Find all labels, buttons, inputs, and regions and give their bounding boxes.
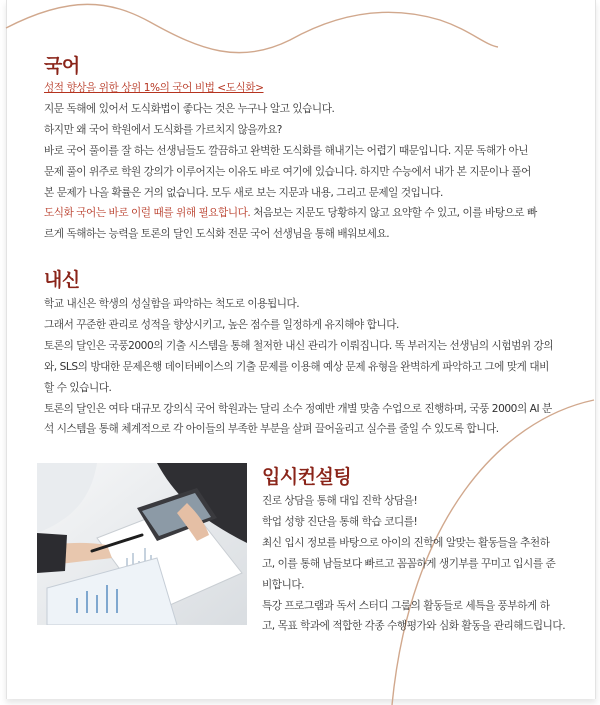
naesin-section-text <box>44 294 553 440</box>
naesin-line-3: 토론의 달인은 국풍2000의 기출 시스템을 통해 철저한 내신 관리가 이뤄집니다. 똑 부러지는 선생님의 시험범위 강의 <box>44 339 554 352</box>
naesin-line-7: 석 시스템을 통해 체계적으로 각 아이들의 부족한 부분을 살펴 끌어올리고 실수를 줄일 수 있도록 합니다. <box>44 423 499 436</box>
consulting-section-title: 입시컨설팅 <box>262 466 352 488</box>
consulting-line-7: 고, 목표 학과에 적합한 각종 수행평가와 심화 활동을 관리해드립니다. <box>262 620 566 633</box>
consulting-line-3: 최신 입시 정보를 바탕으로 아이의 진학에 알맞는 활동들을 추천하 <box>262 536 550 549</box>
korean-line-5: 본 문제가 나올 확률은 거의 없습니다. 모두 새로 보는 지문과 내용, 그리고 문제일 것입니다. <box>44 186 443 199</box>
naesin-line-2: 그래서 꾸준한 관리로 성적을 향상시키고, 높은 점수를 일정하게 유지해야 합니다. <box>44 318 399 331</box>
korean-highlight: 도식화 국어는 바로 이럴 때를 위해 필요합니다. <box>44 207 251 220</box>
korean-line-1: 지문 독해에 있어서 도식화법이 좋다는 것은 누구나 알고 있습니다. <box>44 102 335 115</box>
naesin-section-title: 내신 <box>44 269 80 291</box>
korean-section-text <box>44 78 537 245</box>
consulting-line-2: 학업 성향 진단을 통해 학습 코디를! <box>262 515 418 528</box>
naesin-line-4: 와, SLS의 방대한 문제은행 데이터베이스의 기출 문제를 이용해 예상 문제 유형을 완벽하게 파악하고 그에 맞게 대비 <box>44 360 549 373</box>
consulting-section-text <box>262 491 565 637</box>
naesin-line-5: 할 수 있습니다. <box>44 381 112 394</box>
naesin-line-1: 학교 내신은 학생의 성실함을 파악하는 척도로 이용됩니다. <box>44 298 300 310</box>
korean-line-7: 르게 독해하는 능력을 토론의 달인 도식화 전문 국어 선생님을 통해 배워보세요. <box>44 228 390 241</box>
consulting-line-4: 고, 이를 통해 남들보다 빠르고 꼼꼼하게 생기부를 꾸미고 입시를 준 <box>262 557 556 570</box>
korean-highlight-rest: 처음보는 지문도 당황하지 않고 요약할 수 있고, 이를 바탕으로 빠 <box>250 207 537 220</box>
korean-line-2: 하지만 왜 국어 학원에서 도식화를 가르치지 않을까요? <box>44 123 282 136</box>
korean-line-6 <box>44 203 537 224</box>
business-meeting-image <box>37 463 247 625</box>
consulting-photo <box>37 463 247 625</box>
korean-line-3: 바로 국어 풀이를 잘 하는 선생님들도 깔끔하고 완벽한 도식화를 해내기는 어렵기 때문입니다. 지문 독해가 아닌 <box>44 144 529 157</box>
consulting-line-6: 특강 프로그램과 독서 스터디 그룹의 활동들로 세특을 풍부하게 하 <box>262 599 550 612</box>
consulting-line-1: 진로 상담을 통해 대입 진학 상담을! <box>262 495 418 507</box>
naesin-line-6: 토론의 달인은 여타 대규모 강의식 국어 학원과는 달리 소수 정예반 개별 맞춤 수업으로 진행하며, 국풍 2000의 AI 분 <box>44 402 552 415</box>
korean-section-title: 국어 <box>44 55 80 77</box>
korean-line-4: 문제 풀이 위주로 학원 강의가 이루어지는 이유도 바로 여기에 있습니다. 하지만 수능에서 내가 본 지문이나 풀어 <box>44 165 531 178</box>
korean-subtitle: 성적 향상을 위한 상위 1%의 국어 비법 <도식화> <box>44 82 264 94</box>
consulting-line-5: 비합니다. <box>262 578 305 591</box>
